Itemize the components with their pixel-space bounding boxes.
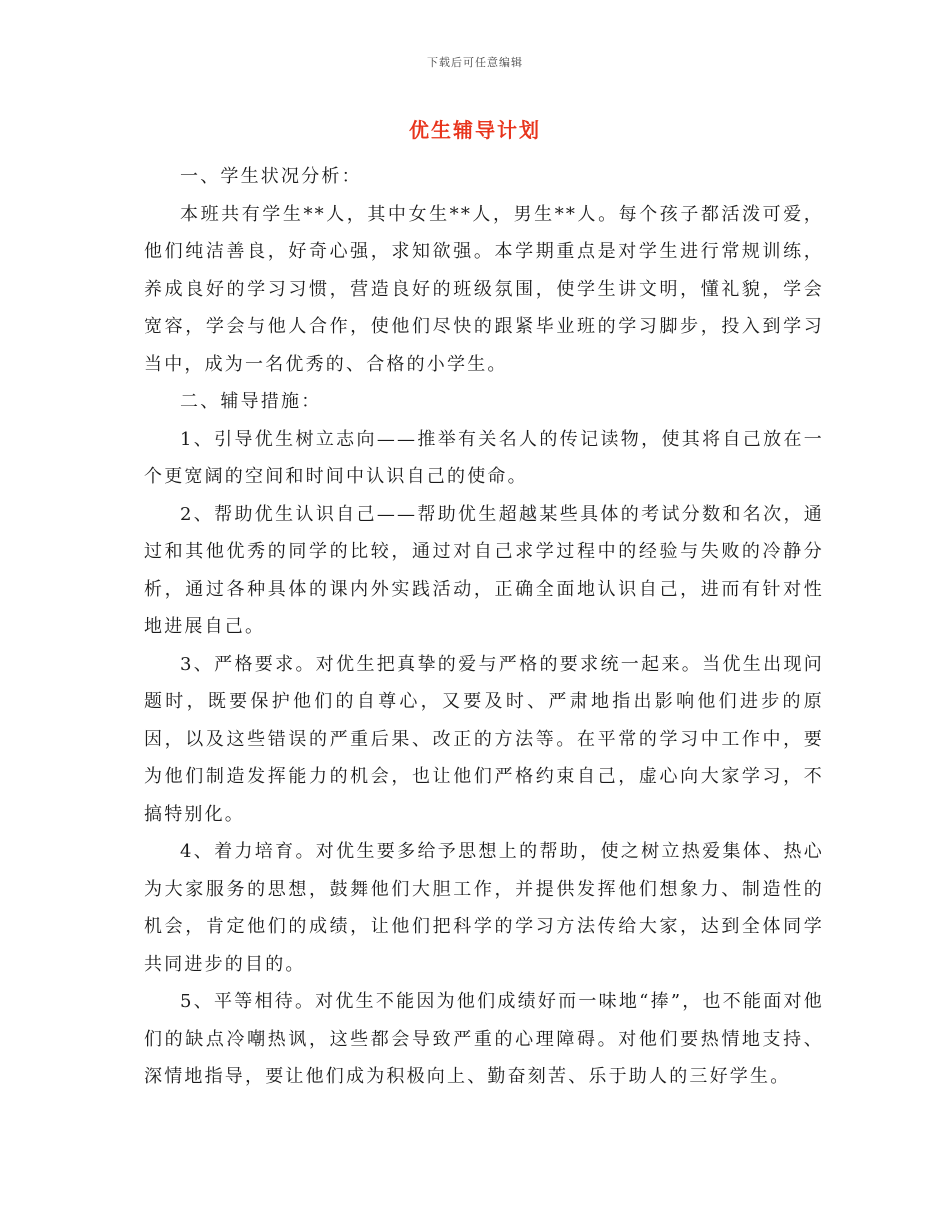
document-title: 优生辅导计划 — [409, 118, 541, 142]
section-heading-measures: 二、辅导措施： — [180, 391, 322, 412]
paragraph-measure-4: 4、着力培育。对优生要多给予思想上的帮助，使之树立热爱集体、热心为大家服务的思想，鼓舞他们大胆工作，并提供发挥他们想象力、制造性的机会，肯定他们的成绩，让他们把科学的学习方法传给大家，达到全体同学共同进步的目的。 — [144, 841, 824, 975]
section-heading-analysis: 一、学生状况分析： — [180, 166, 362, 187]
paragraph-measure-3: 3、严格要求。对优生把真挚的爱与严格的要求统一起来。当优生出现问题时，既要保护他们的自尊心，又要及时、严肃地指出影响他们进步的原因，以及这些错误的严重后果、改正的方法等。在平常的学习中工作中，要为他们制造发挥能力的机会，也让他们严格约束自己，虚心向大家学习，不搞特别化。 — [144, 653, 824, 825]
paragraph-measure-2: 2、帮助优生认识自己——帮助优生超越某些具体的考试分数和名次，通过和其他优秀的同学的比较，通过对自己求学过程中的经验与失败的冷静分析，通过各种具体的课内外实践活动，正确全面地认识自己，进而有针对性地进展自己。 — [144, 503, 824, 637]
paragraph-class-overview: 本班共有学生**人，其中女生**人，男生**人。每个孩子都活泼可爱，他们纯洁善良，好奇心强，求知欲强。本学期重点是对学生进行常规训练，养成良好的学习习惯，营造良好的班级氛围，使学生讲文明，懂礼貌，学会宽容，学会与他人合作，使他们尽快的跟紧毕业班的学习脚步，投入到学习当中，成为一名优秀的、合格的小学生。 — [144, 203, 825, 375]
header-note: 下载后可任意编辑 — [427, 56, 523, 69]
paragraph-measure-5: 5、平等相待。对优生不能因为他们成绩好而一味地“捧”，也不能面对他们的缺点冷嘲热讽，这些都会导致严重的心理障碍。对他们要热情地支持、深情地指导，要让他们成为积极向上、勤奋刻苦、乐于助人的三好学生。 — [144, 991, 824, 1087]
document-body — [144, 158, 824, 1096]
paragraph-measure-1: 1、引导优生树立志向——推举有关名人的传记读物，使其将自己放在一个更宽阔的空间和时间中认识自己的使命。 — [144, 428, 824, 487]
